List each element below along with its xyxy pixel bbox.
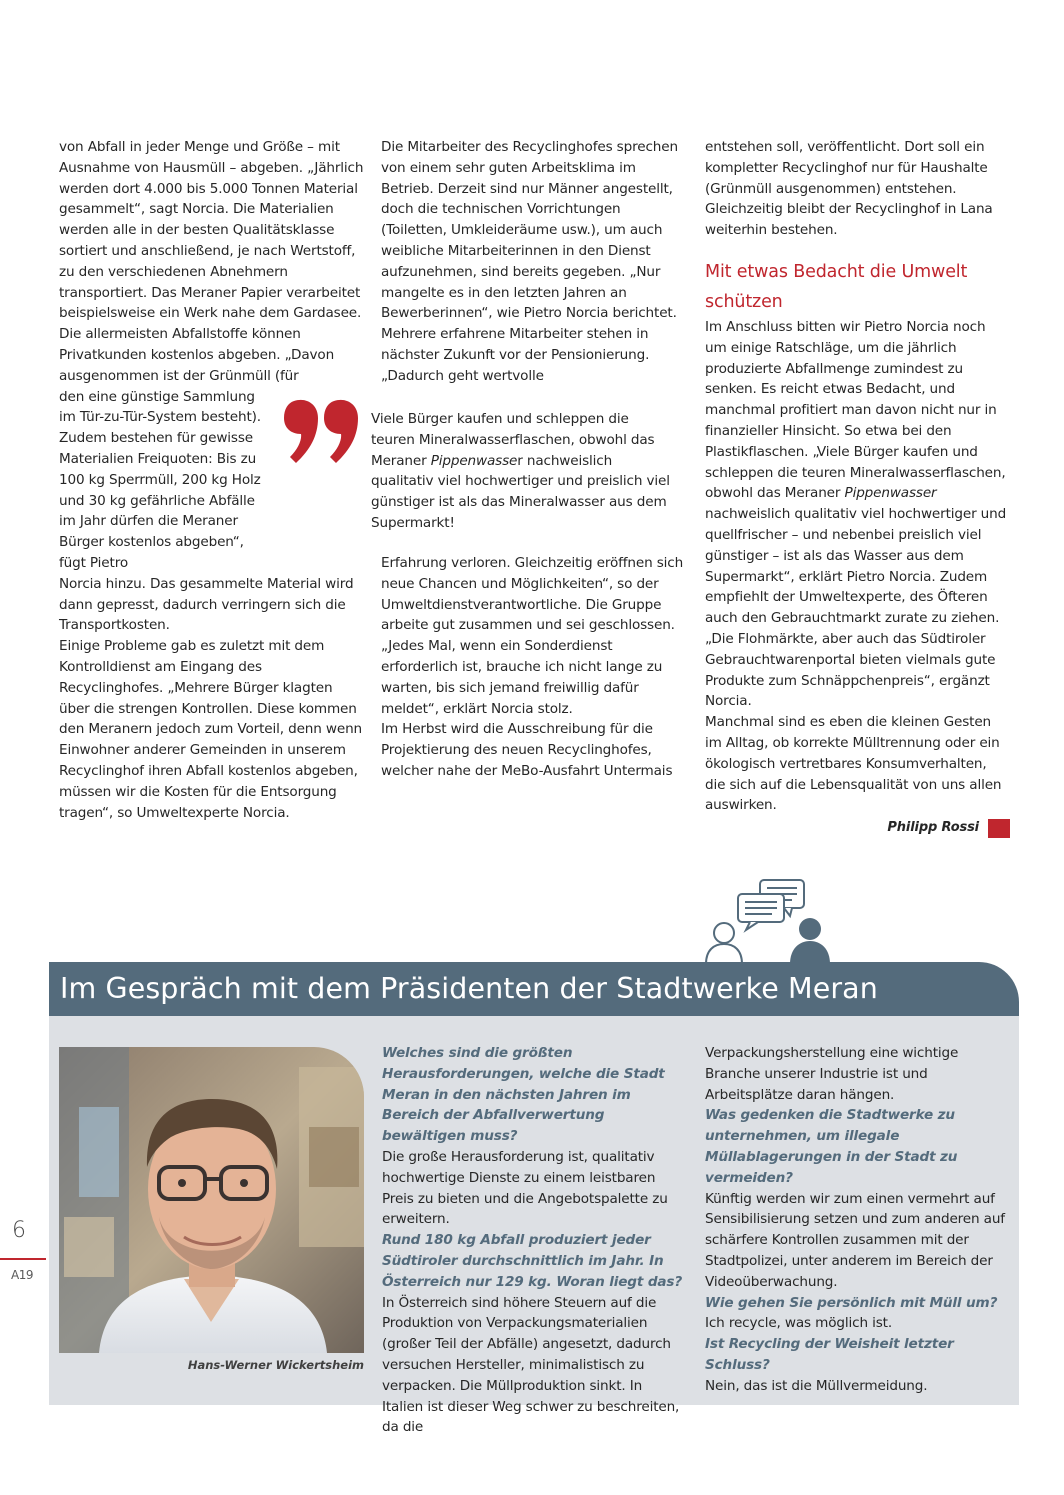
subheading: Mit etwas Bedacht die Umwelt schützen xyxy=(705,261,968,312)
article-column-2 xyxy=(381,137,686,387)
interview-question: Welches sind die größten Herausforderungen, welche die Stadt Meran in den nächsten Jahren im Bereich der Abfallverwertung bewältigen muss? xyxy=(382,1045,665,1145)
photo-caption: Hans-Werner Wickertsheim xyxy=(187,1358,364,1372)
article-paragraph: Im Herbst wird die Ausschreibung für die Projektierung des neuen Recyclinghofes, welcher nahe der MeBo-Ausfahrt Untermais xyxy=(381,721,673,779)
pull-quote: Viele Bürger kaufen und schleppen die teuren Mineralwasserflaschen, obwohl das Meraner Pippenwasser nachweislich qualitativ viel hochwertiger und preislich viel günstiger ist als das Mineralwasser aus dem Supermarkt! xyxy=(371,411,670,531)
interview-answer: Künftig werden wir zum einen vermehrt auf Sensibilisierung setzen und zum anderen auf schärfere Kontrollen zusammen mit der Stadtpolizei, unter anderem im Bereich der Videoüberwachung. xyxy=(705,1190,1005,1290)
article-paragraph: Einige Probleme gab es zuletzt mit dem Kontrolldienst am Eingang des Recyclinghofes. „Mehrere Bürger klagten über die strengen Kontrollen. Diese kommen den Meranern jedoch zum Vorteil, denn wenn Einwohner anderer Gemeinden in unserem Recyclinghof ihren Abfall kostenlos abgeben, müssen wir die Kosten für die Entsorgung tragen“, so Umweltexperte Norcia. xyxy=(59,638,363,821)
interview-question: Was gedenken die Stadtwerke zu unternehmen, um illegale Müllablagerungen in der Stadt zu vermeiden? xyxy=(705,1107,958,1186)
article-paragraph: entstehen soll, veröffentlicht. Dort soll ein kompletter Recyclinghof nur für Haushalte (Grünmüll ausgenommen) entstehen. Gleichzeitig bleibt der Recyclinghof in Lana weiterhin bestehen. xyxy=(705,139,993,239)
interview-answer: Verpackungsherstellung eine wichtige Branche unserer Industrie ist und Arbeitsplätze daran hängen. xyxy=(705,1045,959,1103)
interview-column-3 xyxy=(705,1043,1010,1397)
article-paragraph: Im Anschluss bitten wir Pietro Norcia noch um einige Ratschläge, um die jährlich produzierte Abfallmenge zumindest zu senken. Es reicht etwas Bedacht, und manchmal profitiert man davon nicht nur in finanzieller Hinsicht. So etwa bei den Plastikflaschen. „Viele Bürger kaufen und schleppen die teuren Mineralwasserflaschen, obwohl das Meraner Pippenwasser nachweislich qualitativ viel hochwertiger und quellfrischer – und nebenbei preislich viel günstiger – ist als das Wasser aus dem Supermarkt“, erklärt Pietro Norcia. Zudem empfiehlt der Umweltexperte, des Öfteren auch den Gebrauchtmarkt zurate zu ziehen. „Die Flohmärkte, aber auch das Südtiroler Gebrauchtwarenportal bieten vielmals gute Produkte zum Schnäppchenpreis“, ergänzt Norcia. xyxy=(705,318,1007,710)
page-number: 6 xyxy=(12,1218,26,1243)
interview-title: Im Gespräch mit dem Präsidenten der Stadtwerke Meran xyxy=(60,972,878,1005)
article-column-3 xyxy=(705,137,1010,839)
chat-people-icon xyxy=(702,878,832,964)
interview-column-2 xyxy=(382,1043,687,1438)
quote-mark-icon xyxy=(282,398,362,474)
portrait-photo xyxy=(59,1047,364,1353)
interview-question: Ist Recycling der Weisheit letzter Schluss? xyxy=(705,1336,954,1373)
interview-answer: Ich recycle, was möglich ist. xyxy=(705,1315,893,1332)
article-paragraph-wrapped: den eine günstige Sammlung im Tür-zu-Tür-System besteht). Zudem bestehen für gewisse Materialien Freiquoten: Bis zu 100 kg Sperrmüll, 200 kg Holz und 30 kg gefährliche Abfälle im Jahr dürfen die Meraner Bürger kostenlos abgeben“, fügt Pietro xyxy=(59,388,261,571)
interview-answer: Die große Herausforderung ist, qualitativ hochwertige Dienste zu einem leistbaren Preis zu bieten und die Angebotspalette zu erweitern. xyxy=(382,1148,668,1228)
interview-answer: Nein, das ist die Müllvermeidung. xyxy=(705,1377,928,1394)
interview-answer: In Österreich sind höhere Steuern auf die Produktion von Verpackungsmaterialien (großer Teil der Abfälle) angesetzt, dadurch versuchen Hersteller, minimalistisch zu verpacken. Die Müllproduktion sinkt. In Italien ist dieser Weg schwer zu beschreiten, da die xyxy=(382,1294,680,1436)
article-paragraph: Manchmal sind es eben die kleinen Gesten im Alltag, ob korrekte Mülltrennung oder ein ökologisch vertretbares Konsumverhalten, die sich auf die Lebensqualität von uns allen auswirken. xyxy=(705,714,1002,814)
article-paragraph: von Abfall in jeder Menge und Größe – mit Ausnahme von Hausmüll – abgeben. „Jährlich werden dort 4.000 bis 5.000 Tonnen Material gesammelt“, sagt Norcia. Die Materialien werden alle in der besten Qualitätsklasse sortiert und anschließend, je nach Wertstoff, zu den verschiedenen Abnehmern transportiert. Das Meraner Papier verarbeitet beispielsweise ein Werk nahe dem Gardasee. xyxy=(59,139,364,322)
article-column-1 xyxy=(59,137,364,823)
article-paragraph: Die allermeisten Abfallstoffe können Privatkunden kostenlos abgeben. „Davon ausgenommen ist der Grünmüll (für xyxy=(59,326,335,384)
interview-question: Wie gehen Sie persönlich mit Müll um? xyxy=(705,1294,998,1311)
article-paragraph: Die Mitarbeiter des Recyclinghofes sprechen von einem sehr guten Arbeitsklima im Betrieb. Derzeit sind nur Männer angestellt, doch die technischen Vorrichtungen (Toiletten, Umkleideräume usw.), um auch weibliche Mitarbeiterinnen in den Dienst aufzunehmen, sind bereits gegeben. „Nur mangelte es in den letzten Jahren an Bewerberinnen“, wie Pietro Norcia berichtet. Mehrere erfahrene Mitarbeiter stehen in nächster Zukunft vor der Pensionierung. „Dadurch geht wertvolle xyxy=(381,139,678,384)
article-paragraph: Norcia hinzu. Das gesammelte Material wird dann gepresst, dadurch verringern sich die Transportkosten. xyxy=(59,575,354,634)
end-mark xyxy=(988,819,1010,838)
interview-question: Rund 180 kg Abfall produziert jeder Südtiroler durchschnittlich im Jahr. In Österreich nur 129 kg. Woran liegt das? xyxy=(382,1232,683,1290)
article-column-2-continued xyxy=(381,553,686,782)
page-rule xyxy=(0,1258,46,1260)
edition-label: A19 xyxy=(11,1268,33,1282)
article-paragraph: Erfahrung verloren. Gleichzeitig eröffnen sich neue Chancen und Möglichkeiten“, so der Umweltdienstverantwortliche. Die Gruppe arbeite gut zusammen und sei geschlossen. „Jedes Mal, wenn ein Sonderdienst erforderlich ist, brauche ich nicht lange zu warten, bis sich jemand freiwillig dafür meldet“, erklärt Norcia stolz. xyxy=(381,555,684,717)
author-byline: Philipp Rossi xyxy=(705,818,1010,839)
